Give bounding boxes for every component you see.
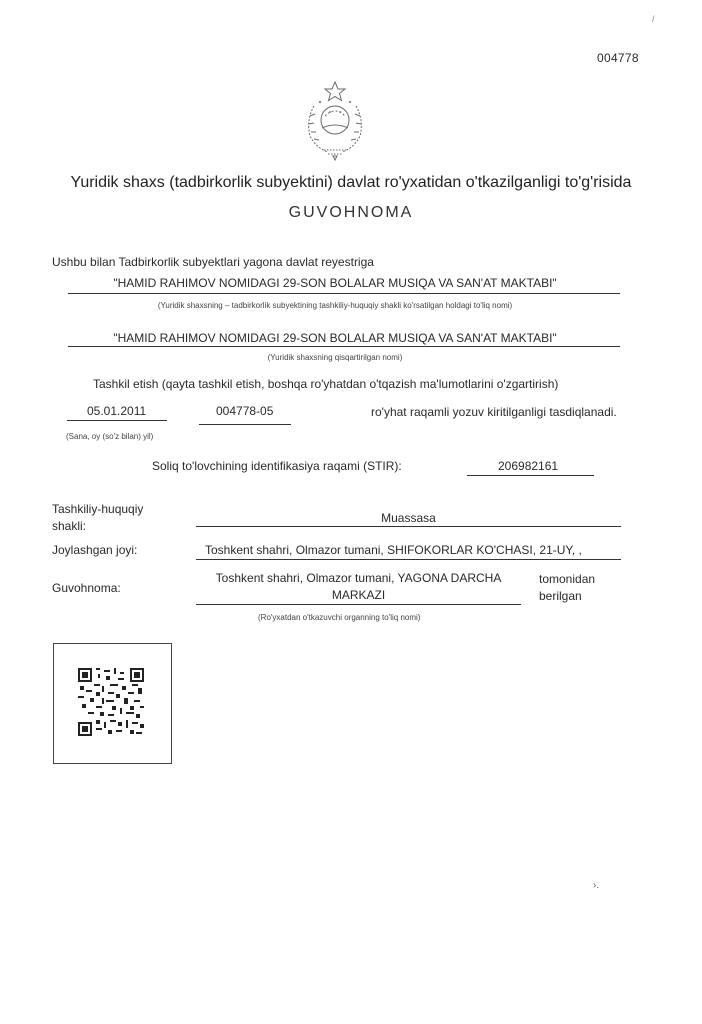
issued-by-line2: berilgan — [539, 589, 582, 603]
issuer-caption: (Ro'yxatdan o'tkazuvchi organning to'liq nomi) — [258, 613, 421, 622]
state-emblem-icon — [300, 76, 370, 162]
entity-short-name: "HAMID RAHIMOV NOMIDAGI 29-SON BOLALAR MUSIQA VA SAN'AT MAKTABI" — [113, 331, 557, 345]
location-value: Toshkent shahri, Olmazor tumani, SHIFOKORLAR KO'CHASI, 21-UY, , — [205, 543, 582, 557]
qr-code-icon — [78, 668, 144, 736]
full-name-caption: (Yuridik shaxsning – tadbirkorlik subyektining tashkiliy-huquqiy shakli ko'rsatilgan holdagi to'liq nomi) — [157, 301, 513, 310]
legal-form-label-line1: Tashkiliy-huquqiy — [52, 502, 144, 516]
location-underline — [196, 559, 621, 560]
legal-form-label-line2: shakli: — [52, 519, 87, 533]
scan-mark: / — [652, 14, 655, 24]
short-name-underline — [68, 346, 620, 347]
issued-by-line1: tomonidan — [539, 572, 596, 586]
issuer-line2: MARKAZI — [331, 588, 386, 602]
scan-mark-bottom: ›. — [593, 880, 600, 891]
full-name-underline — [68, 293, 620, 294]
location-label: Joylashgan joyi: — [52, 543, 138, 557]
document-subtitle: GUVOHNOMA — [288, 204, 414, 221]
qr-code-box — [53, 643, 172, 764]
date-caption: (Sana, oy (so'z bilan) yil) — [66, 432, 154, 441]
issuer-underline — [196, 604, 521, 605]
registration-confirm-text: ro'yhat raqamli yozuv kiritilganligi tasdiqlanadi. — [371, 405, 617, 419]
tin-underline — [467, 475, 594, 476]
certificate-label: Guvohnoma: — [52, 581, 121, 595]
registration-date: 05.01.2011 — [87, 404, 147, 418]
serial-number: 004778 — [597, 51, 639, 65]
issuer-line1: Toshkent shahri, Olmazor tumani, YAGONA DARCHA — [215, 571, 502, 585]
entity-full-name: "HAMID RAHIMOV NOMIDAGI 29-SON BOLALAR MUSIQA VA SAN'AT MAKTABI" — [113, 276, 557, 290]
number-underline — [199, 424, 291, 425]
document-title: Yuridik shaxs (tadbirkorlik subyektini) davlat ro'yxatidan o'tkazilganligi to'g'risida — [70, 174, 632, 191]
intro-text: Ushbu bilan Tadbirkorlik subyektlari yagona davlat reyestriga — [52, 255, 374, 269]
legal-form-underline — [196, 526, 621, 527]
legal-form-value: Muassasa — [381, 511, 436, 525]
short-name-caption: (Yuridik shaxsning qisqartirilgan nomi) — [267, 353, 403, 362]
registration-number: 004778-05 — [216, 404, 274, 418]
establishment-text: Tashkil etish (qayta tashkil etish, boshqa ro'yhatdan o'tqazish ma'lumotlarini o'zgartirish) — [93, 377, 559, 391]
tin-label: Soliq to'lovchining identifikasiya raqami (STIR): — [152, 459, 402, 473]
tin-value: 206982161 — [498, 459, 559, 473]
date-underline — [67, 420, 167, 421]
